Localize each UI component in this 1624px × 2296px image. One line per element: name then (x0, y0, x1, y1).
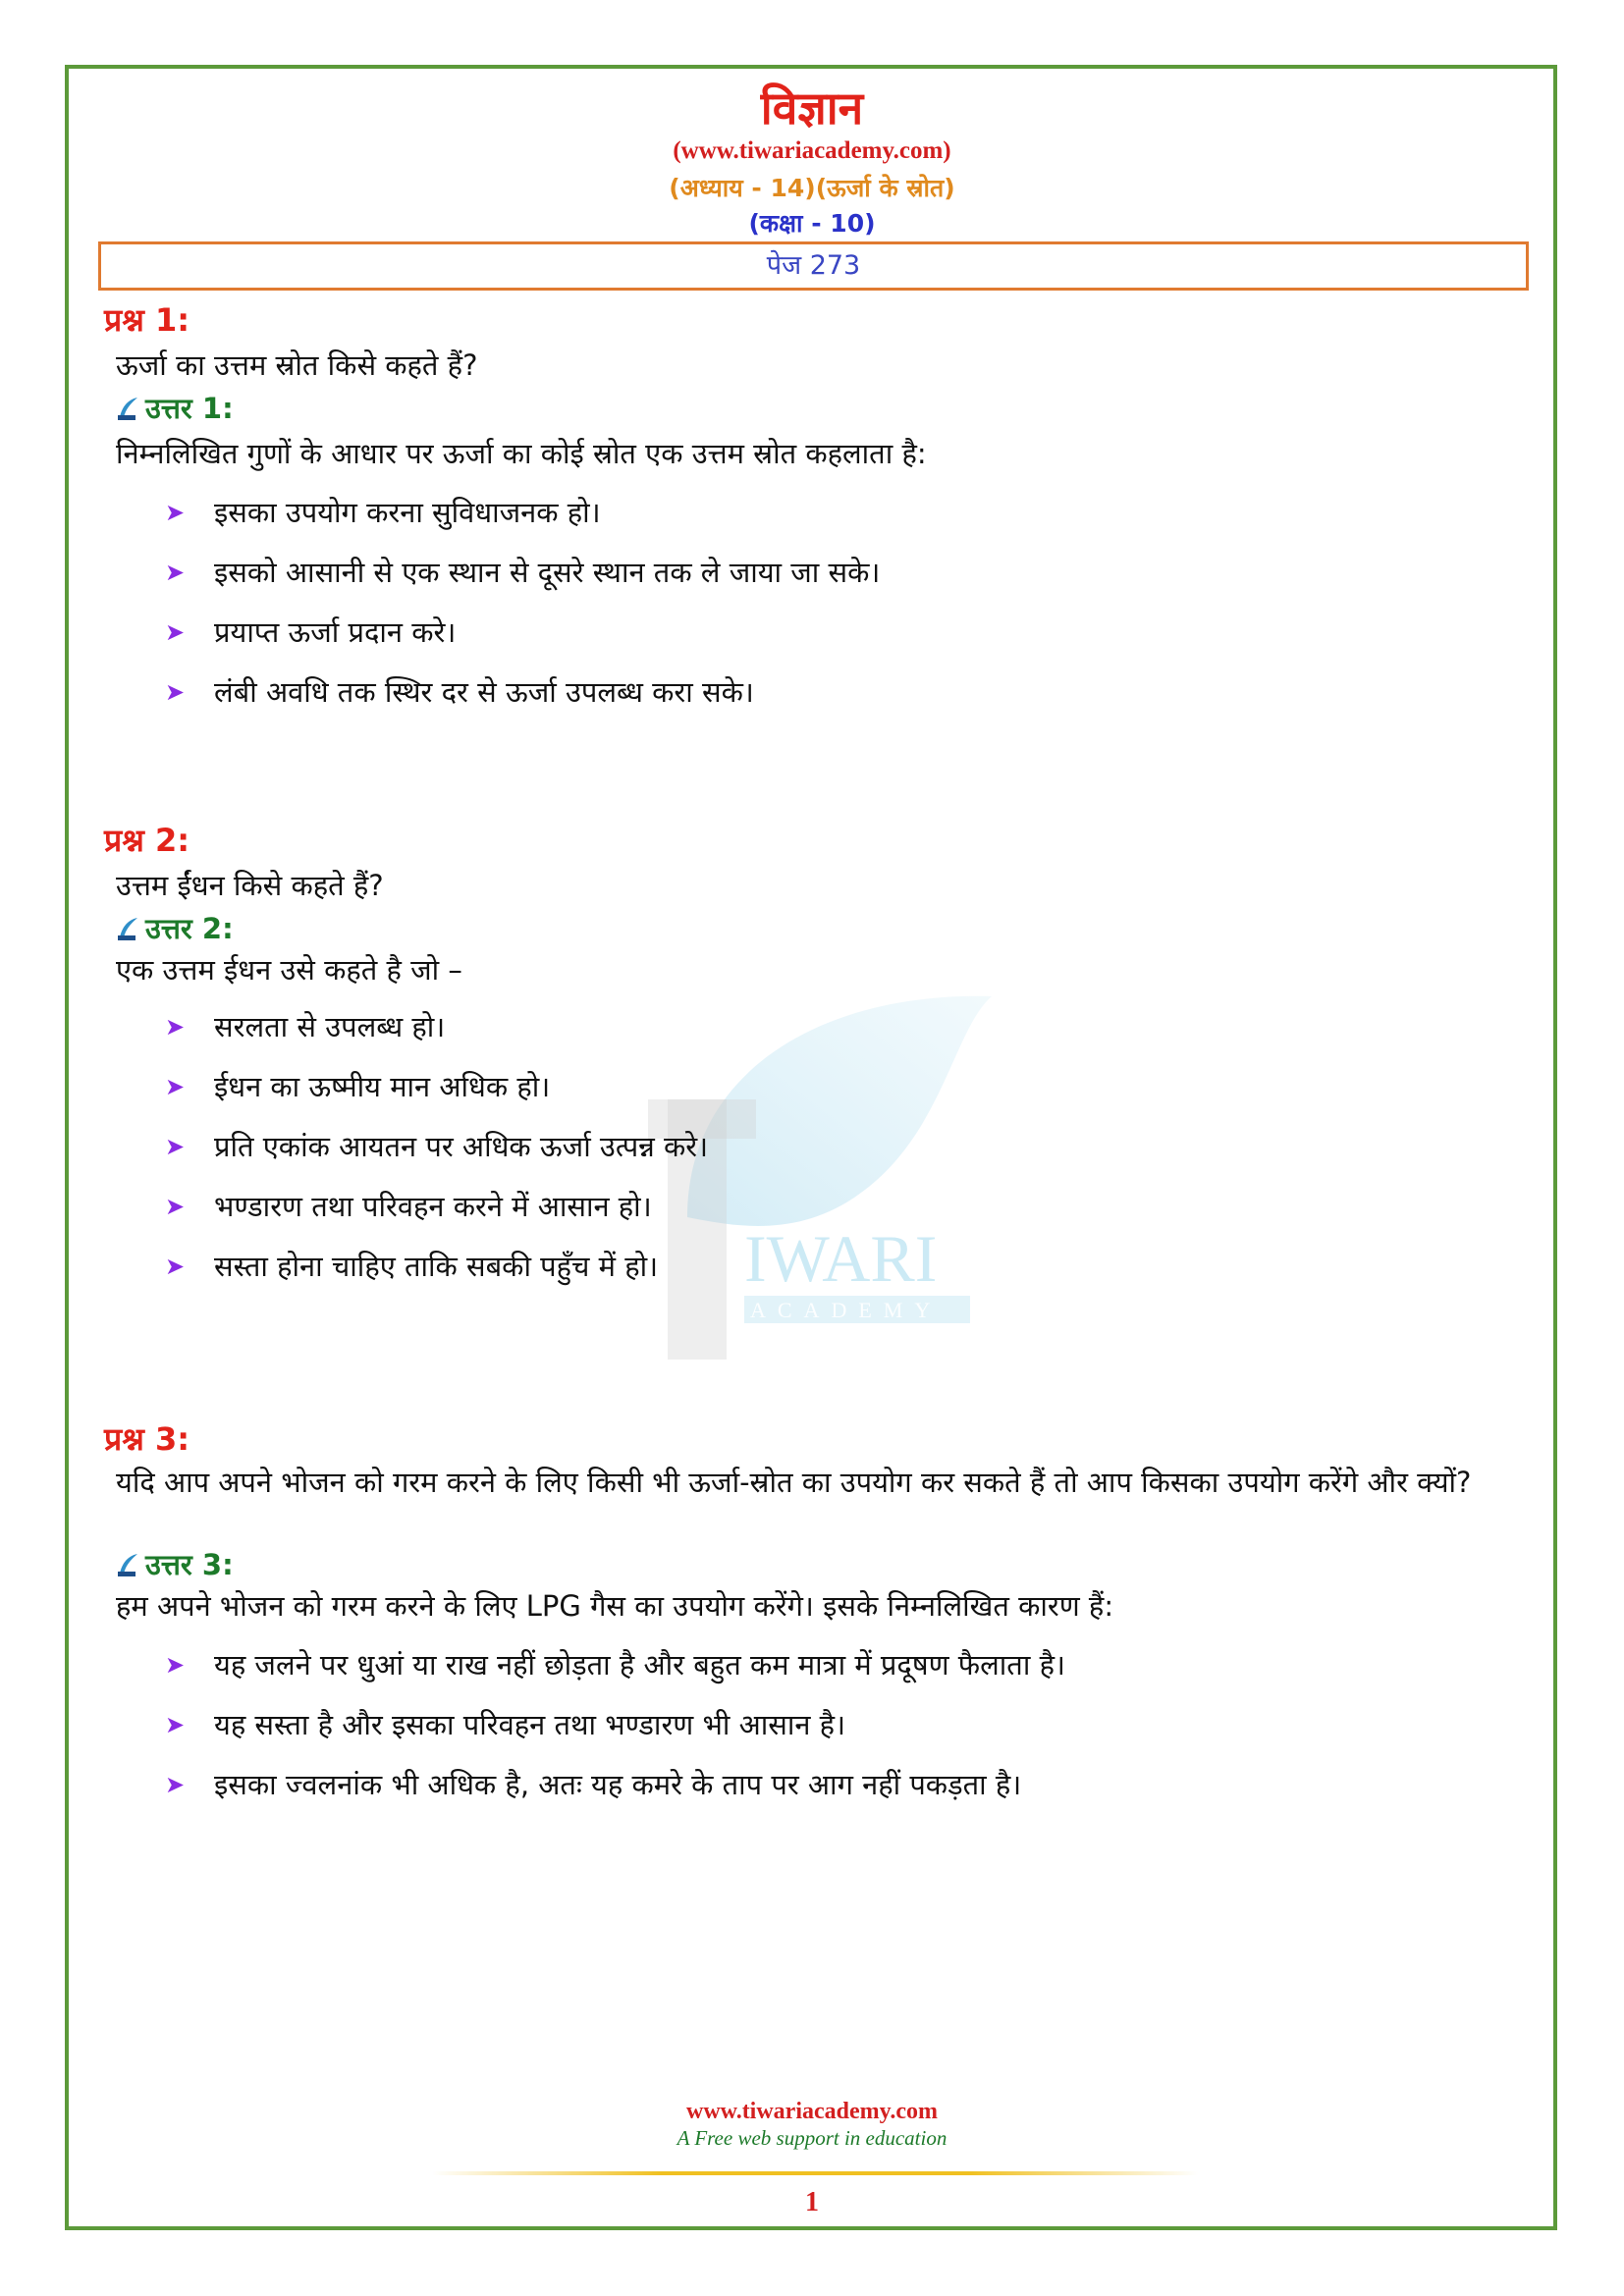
arrow-bullet-icon: ➤ (165, 678, 186, 706)
arrow-bullet-icon: ➤ (165, 1651, 186, 1679)
answer-2-intro: एक उत्तम ईधन उसे कहते है जो – (116, 953, 462, 987)
list-item: ➤ प्रति एकांक आयतन पर अधिक ऊर्जा उत्पन्न करे। (165, 1127, 708, 1187)
page-number: 1 (805, 2187, 819, 2217)
answer-3-list (165, 1645, 1065, 1825)
answer-1-list (165, 493, 880, 732)
question-1-text: ऊर्जा का उत्तम स्रोत किसे कहते हैं? (116, 348, 478, 382)
question-3-text: यदि आप अपने भोजन को गरम करने के लिए किसी भी ऊर्जा-स्रोत का उपयोग कर सकते हैं तो आप किसका उपयोग करेंगे और क्यों? (116, 1466, 1472, 1499)
list-item: ➤ इसको आसानी से एक स्थान से दूसरे स्थान तक ले जाया जा सके। (165, 553, 880, 613)
quill-icon (116, 396, 141, 421)
arrow-bullet-icon: ➤ (165, 559, 186, 586)
header-website: (www.tiwariacademy.com) (673, 137, 951, 164)
arrow-bullet-icon: ➤ (165, 1193, 186, 1220)
watermark-line1: IWARI (744, 1221, 938, 1296)
list-item: ➤ लंबी अवधि तक स्थिर दर से ऊर्जा उपलब्ध करा सके। (165, 672, 880, 732)
footer-website-link[interactable]: www.tiwariacademy.com (686, 2099, 938, 2124)
quill-icon (116, 916, 141, 941)
question-1-label: प्रश्न 1: (104, 301, 190, 339)
page-label-box (98, 241, 1529, 291)
answer-3-label-text: उत्तर 3: (145, 1548, 234, 1581)
answer-2-label-text: उत्तर 2: (145, 912, 234, 945)
list-item: ➤ ईधन का ऊष्मीय मान अधिक हो। (165, 1067, 708, 1127)
answer-1-label (116, 389, 234, 427)
page-title: विज्ञान (760, 81, 864, 134)
list-item: ➤ यह सस्ता है और इसका परिवहन तथा भण्डारण भी आसान है। (165, 1705, 1065, 1765)
class-heading: (कक्षा - 10) (748, 209, 876, 238)
answer-1-intro: निम्नलिखित गुणों के आधार पर ऊर्जा का कोई स्रोत एक उत्तम स्रोत कहलाता है: (116, 437, 927, 470)
question-2-label: प्रश्न 2: (104, 822, 190, 859)
arrow-bullet-icon: ➤ (165, 1013, 186, 1041)
arrow-bullet-icon: ➤ (165, 1771, 186, 1798)
watermark-line2: ACADEMY (750, 1298, 943, 1322)
quill-icon (116, 1552, 141, 1577)
list-item: ➤ इसका ज्वलनांक भी अधिक है, अतः यह कमरे के ताप पर आग नहीं पकड़ता है। (165, 1765, 1065, 1825)
question-3-label: प्रश्न 3: (104, 1420, 190, 1458)
list-item: ➤ भण्डारण तथा परिवहन करने में आसान हो। (165, 1187, 708, 1247)
list-item: ➤ सरलता से उपलब्ध हो। (165, 1007, 708, 1067)
page-label: पेज 273 (766, 250, 861, 281)
arrow-bullet-icon: ➤ (165, 618, 186, 646)
list-item: ➤ यह जलने पर धुआं या राख नहीं छोड़ता है और बहुत कम मात्रा में प्रदूषण फैलाता है। (165, 1645, 1065, 1705)
answer-2-list (165, 1007, 708, 1307)
chapter-heading: (अध्याय - 14)(ऊर्जा के स्रोत) (669, 174, 955, 202)
arrow-bullet-icon: ➤ (165, 1133, 186, 1160)
list-item: ➤ सस्ता होना चाहिए ताकि सबकी पहुँच में हो। (165, 1247, 708, 1307)
question-2-text: उत्तम ईंधन किसे कहते हैं? (116, 869, 384, 902)
arrow-bullet-icon: ➤ (165, 1073, 186, 1100)
list-item: ➤ इसका उपयोग करना सुविधाजनक हो। (165, 493, 880, 553)
arrow-bullet-icon: ➤ (165, 499, 186, 526)
footer-divider (432, 2171, 1198, 2175)
answer-3-label (116, 1545, 234, 1583)
answer-3-intro: हम अपने भोजन को गरम करने के लिए LPG गैस का उपयोग करेंगे। इसके निम्नलिखित कारण हैं: (116, 1589, 1114, 1623)
list-item: ➤ प्रयाप्त ऊर्जा प्रदान करे। (165, 613, 880, 672)
footer-tagline: A Free web support in education (677, 2126, 947, 2150)
answer-1-label-text: उत्तर 1: (145, 392, 234, 425)
answer-2-label (116, 909, 234, 947)
arrow-bullet-icon: ➤ (165, 1253, 186, 1280)
arrow-bullet-icon: ➤ (165, 1711, 186, 1738)
